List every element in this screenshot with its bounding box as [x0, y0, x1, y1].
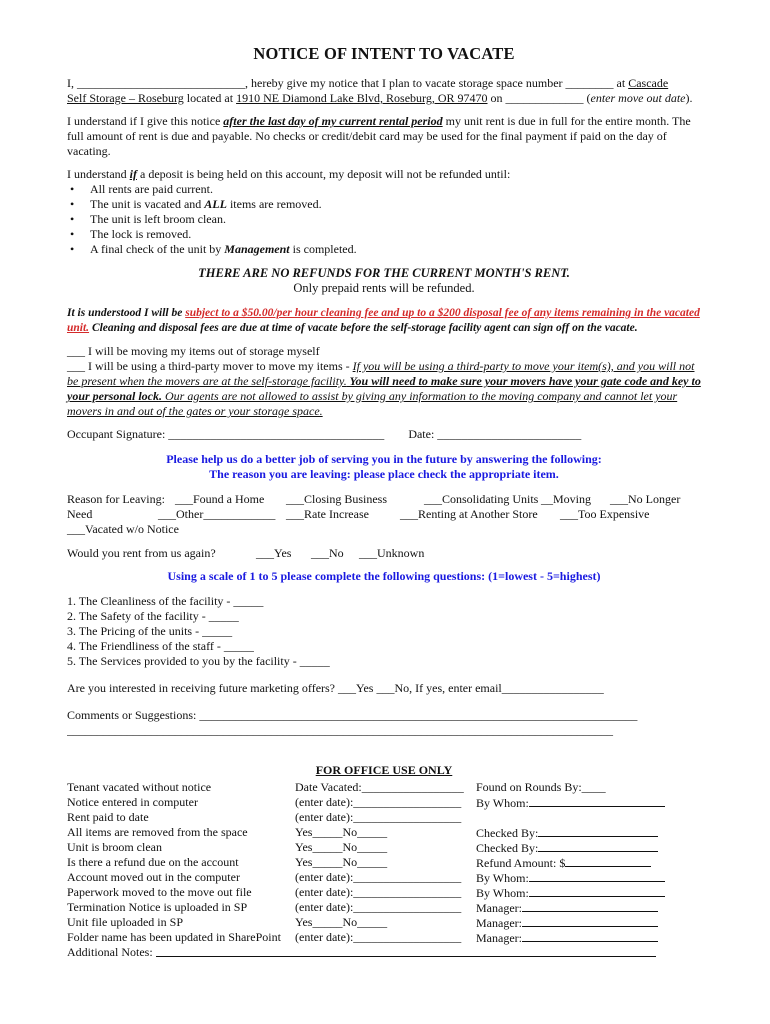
condition-text: The lock is removed. — [90, 227, 192, 241]
condition-text: The unit is left broom clean. — [90, 212, 226, 226]
condition-text: items are removed. — [226, 197, 322, 211]
office-row-field[interactable]: (enter date):__________________ — [295, 795, 462, 809]
office-row-label: Notice entered in computer — [67, 795, 198, 809]
deposit-if: if — [129, 167, 137, 181]
office-row-right-label: Checked By: — [476, 826, 539, 840]
rating-cleanliness[interactable]: 1. The Cleanliness of the facility - _____ — [67, 594, 264, 608]
moving-self-option[interactable]: ___ I will be moving my items out of storage myself — [67, 344, 320, 358]
list-item — [67, 197, 701, 212]
office-row-field[interactable]: (enter date):__________________ — [295, 870, 462, 884]
table-row — [67, 915, 701, 930]
survey-reason-prompt: The reason you are leaving: please place check the appropriate item. — [209, 467, 559, 481]
page-title: NOTICE OF INTENT TO VACATE — [253, 44, 515, 63]
list-item — [67, 212, 701, 227]
rent-paragraph — [67, 114, 701, 159]
table-row — [67, 885, 701, 900]
third-party-tail: Our agents are not allowed to assist by giving any information to the moving company and cannot let your movers in and out of the gates or your storage space. — [67, 389, 678, 418]
cleaning-pre: It is understood I will be — [67, 307, 186, 319]
office-row-line — [522, 930, 658, 942]
office-row-field[interactable]: Yes_____No_____ — [295, 840, 388, 854]
office-row-label: Unit is broom clean — [67, 840, 162, 854]
office-row-right[interactable] — [476, 795, 665, 811]
rating-questions — [67, 594, 701, 669]
deposit-pre: I understand — [67, 167, 130, 181]
rent-pre: I understand if I give this notice — [67, 114, 224, 128]
condition-emphasis: ALL — [204, 197, 227, 211]
office-row-right[interactable] — [476, 885, 665, 901]
office-row-field[interactable]: Date Vacated:_________________ — [295, 780, 464, 794]
office-row-field[interactable]: (enter date):__________________ — [295, 885, 462, 899]
table-row — [67, 945, 701, 960]
reason-consolidating-units[interactable]: ___Consolidating Units — [424, 492, 539, 506]
list-item — [67, 227, 701, 242]
office-row-right[interactable] — [476, 870, 665, 886]
office-row-label: Tenant vacated without notice — [67, 780, 212, 794]
reason-found-home[interactable]: ___Found a Home — [175, 492, 265, 506]
office-row-right[interactable] — [476, 855, 651, 871]
signature-row — [67, 427, 701, 442]
scale-instructions: Using a scale of 1 to 5 please complete the following questions: (1=lowest - 5=highest) — [167, 569, 601, 583]
rent-post: my unit rent is due in full for the entire month. The full amount of rent is due and payable. No checks or credit/debit card may be used for the final payment if paid on the day of vacating. — [67, 114, 691, 158]
office-row-label: Folder name has been updated in SharePoint — [67, 930, 281, 944]
office-row-right[interactable] — [476, 900, 658, 916]
office-row-right[interactable] — [476, 825, 658, 841]
reason-closing-business[interactable]: ___Closing Business — [286, 492, 388, 506]
condition-emphasis: Management — [224, 242, 290, 256]
office-row-right-label: By Whom: — [476, 871, 529, 885]
reason-label: Reason for Leaving: — [67, 492, 165, 506]
rating-friendliness[interactable]: 4. The Friendliness of the staff - _____ — [67, 639, 254, 653]
office-use-heading: FOR OFFICE USE ONLY — [315, 763, 453, 777]
rent-again-no[interactable]: ___No — [311, 546, 344, 560]
table-row — [67, 855, 701, 870]
table-row — [67, 780, 701, 795]
rating-safety[interactable]: 2. The Safety of the facility - _____ — [67, 609, 239, 623]
office-row-field[interactable]: (enter date):__________________ — [295, 900, 462, 914]
third-party-note: If you will be using a third-party to move your item(s), and you will not be present when the movers are at the self-storage facility. — [67, 359, 695, 388]
rent-again-yes[interactable]: ___Yes — [256, 546, 292, 560]
reason-other[interactable]: ___Other____________ — [158, 507, 276, 521]
third-party-pre: ___ I will be using a third-party mover to move my items - — [67, 359, 353, 373]
document-page — [67, 44, 701, 960]
reason-moving[interactable]: __Moving — [541, 492, 592, 506]
rent-emphasis: after the last day of my current rental period — [223, 114, 443, 128]
third-party-warning: You will need to make sure your movers have your gate code and key to your personal lock. — [67, 374, 701, 403]
table-row — [67, 870, 701, 885]
office-row-right-label: Manager: — [476, 916, 522, 930]
office-row-right[interactable] — [476, 930, 658, 946]
reason-rate-increase[interactable]: ___Rate Increase — [286, 507, 369, 521]
table-row — [67, 825, 701, 840]
office-row-field[interactable]: Yes_____No_____ — [295, 915, 388, 929]
office-row-label: Unit file uploaded in SP — [67, 915, 183, 929]
office-row-right-label: Manager: — [476, 931, 522, 945]
office-row-line — [529, 870, 665, 882]
prepaid-note: Only prepaid rents will be refunded. — [293, 281, 475, 295]
deposit-paragraph — [67, 167, 701, 182]
reason-no-longer-need[interactable]: ___No Longer — [610, 492, 681, 506]
condition-text: The unit is vacated and — [90, 197, 205, 211]
survey-help-heading: Please help us do a better job of serving you in the future by answering the following: — [166, 452, 602, 466]
office-row-right-label: Manager: — [476, 901, 522, 915]
located-at-text: located at — [183, 91, 237, 105]
office-row-field[interactable]: Yes_____No_____ — [295, 825, 388, 839]
office-row-right-label: Found on Rounds By:____ — [476, 780, 606, 794]
facility-address: 1910 NE Diamond Lake Blvd, Roseburg, OR 97470 — [236, 91, 488, 105]
reason-renting-another[interactable]: ___Renting at Another Store — [400, 507, 538, 521]
list-item — [67, 182, 701, 197]
office-row-label: Is there a refund due on the account — [67, 855, 239, 869]
facility-name-2: Self Storage – Roseburg — [67, 91, 184, 105]
rent-again-question: Would you rent from us again? — [67, 546, 216, 560]
office-row-label: Termination Notice is uploaded in SP — [67, 900, 248, 914]
intro-close: ). — [685, 91, 693, 105]
deposit-conditions-list — [67, 182, 701, 257]
office-row-label: All items are removed from the space — [67, 825, 248, 839]
office-row-right-label: By Whom: — [476, 886, 529, 900]
table-row — [67, 795, 701, 810]
office-row-label: Additional Notes: — [67, 945, 153, 959]
reason-options — [67, 492, 701, 538]
table-row — [67, 810, 701, 825]
office-row-line — [538, 825, 657, 837]
signature-date-field[interactable]: Date: ________________________ — [408, 427, 582, 441]
comments-line[interactable]: ___________________________________________________________________________________________ — [67, 723, 613, 737]
additional-notes-line[interactable] — [156, 945, 656, 957]
intro-paragraph — [67, 76, 701, 106]
office-row-line — [565, 855, 651, 867]
office-row-field[interactable]: Yes_____No_____ — [295, 855, 388, 869]
rent-again-unknown[interactable]: ___Unknown — [359, 546, 425, 560]
cleaning-fee-highlight: subject to a $50.00/per hour cleaning fee and up to a $200 disposal fee of any items remaining in the vacated unit. — [67, 307, 700, 334]
office-row-right-label: Refund Amount: $ — [476, 856, 566, 870]
marketing-offers-question[interactable]: Are you interested in receiving future marketing offers? ___Yes ___No, If yes, enter email_________________ — [67, 681, 604, 695]
reason-too-expensive[interactable]: ___Too Expensive — [560, 507, 650, 521]
office-row-field[interactable]: (enter date):__________________ — [295, 930, 462, 944]
condition-text: All rents are paid current. — [90, 182, 213, 196]
office-use-table — [67, 780, 701, 960]
office-row-line — [522, 915, 658, 927]
office-row-label: Account moved out in the computer — [67, 870, 240, 884]
rating-services[interactable]: 5. The Services provided to you by the facility - _____ — [67, 654, 330, 668]
office-row-field[interactable]: (enter date):__________________ — [295, 810, 462, 824]
moving-third-party-option[interactable] — [67, 359, 701, 419]
office-row-label: Paperwork moved to the move out file — [67, 885, 252, 899]
condition-text: is completed. — [289, 242, 357, 256]
office-row-line — [538, 840, 657, 852]
office-row-right-label: By Whom: — [476, 796, 529, 810]
deposit-post: a deposit is being held on this account, my deposit will not be refunded until: — [137, 167, 511, 181]
office-row-right[interactable] — [476, 780, 606, 795]
office-row-line — [522, 900, 658, 912]
cleaning-fee-paragraph — [67, 306, 701, 336]
intro-text: I, ____________________________, hereby give my notice that I plan to vacate storage space number ________ at — [67, 76, 626, 90]
comments-field[interactable]: Comments or Suggestions: _________________________________________________________________________ — [67, 708, 638, 722]
occupant-signature-field[interactable]: Occupant Signature: ____________________________________ — [67, 427, 385, 441]
move-out-hint: enter move out date — [590, 91, 686, 105]
office-row-label: Rent paid to date — [67, 810, 149, 824]
rent-again-row — [67, 546, 701, 561]
office-row-right[interactable] — [476, 915, 658, 931]
cleaning-post: Cleaning and disposal fees are due at time of vacate before the self-storage facility agent can sign off on the vacate. — [89, 322, 638, 334]
table-row — [67, 930, 701, 945]
table-row — [67, 840, 701, 855]
office-row-right[interactable] — [476, 840, 658, 856]
office-row-line — [529, 885, 665, 897]
on-date-text: on _____________ ( — [487, 91, 591, 105]
table-row — [67, 900, 701, 915]
office-row-right-label: Checked By: — [476, 841, 539, 855]
reason-need-text: Need — [67, 507, 93, 521]
rating-pricing[interactable]: 3. The Pricing of the units - _____ — [67, 624, 233, 638]
office-row-line — [529, 795, 665, 807]
condition-text: A final check of the unit by — [90, 242, 225, 256]
list-item — [67, 242, 701, 257]
no-refunds-heading: THERE ARE NO REFUNDS FOR THE CURRENT MONTH'S RENT. — [198, 266, 570, 280]
reason-vacated-no-notice[interactable]: ___Vacated w/o Notice — [67, 522, 179, 536]
facility-name-1: Cascade — [628, 76, 669, 90]
